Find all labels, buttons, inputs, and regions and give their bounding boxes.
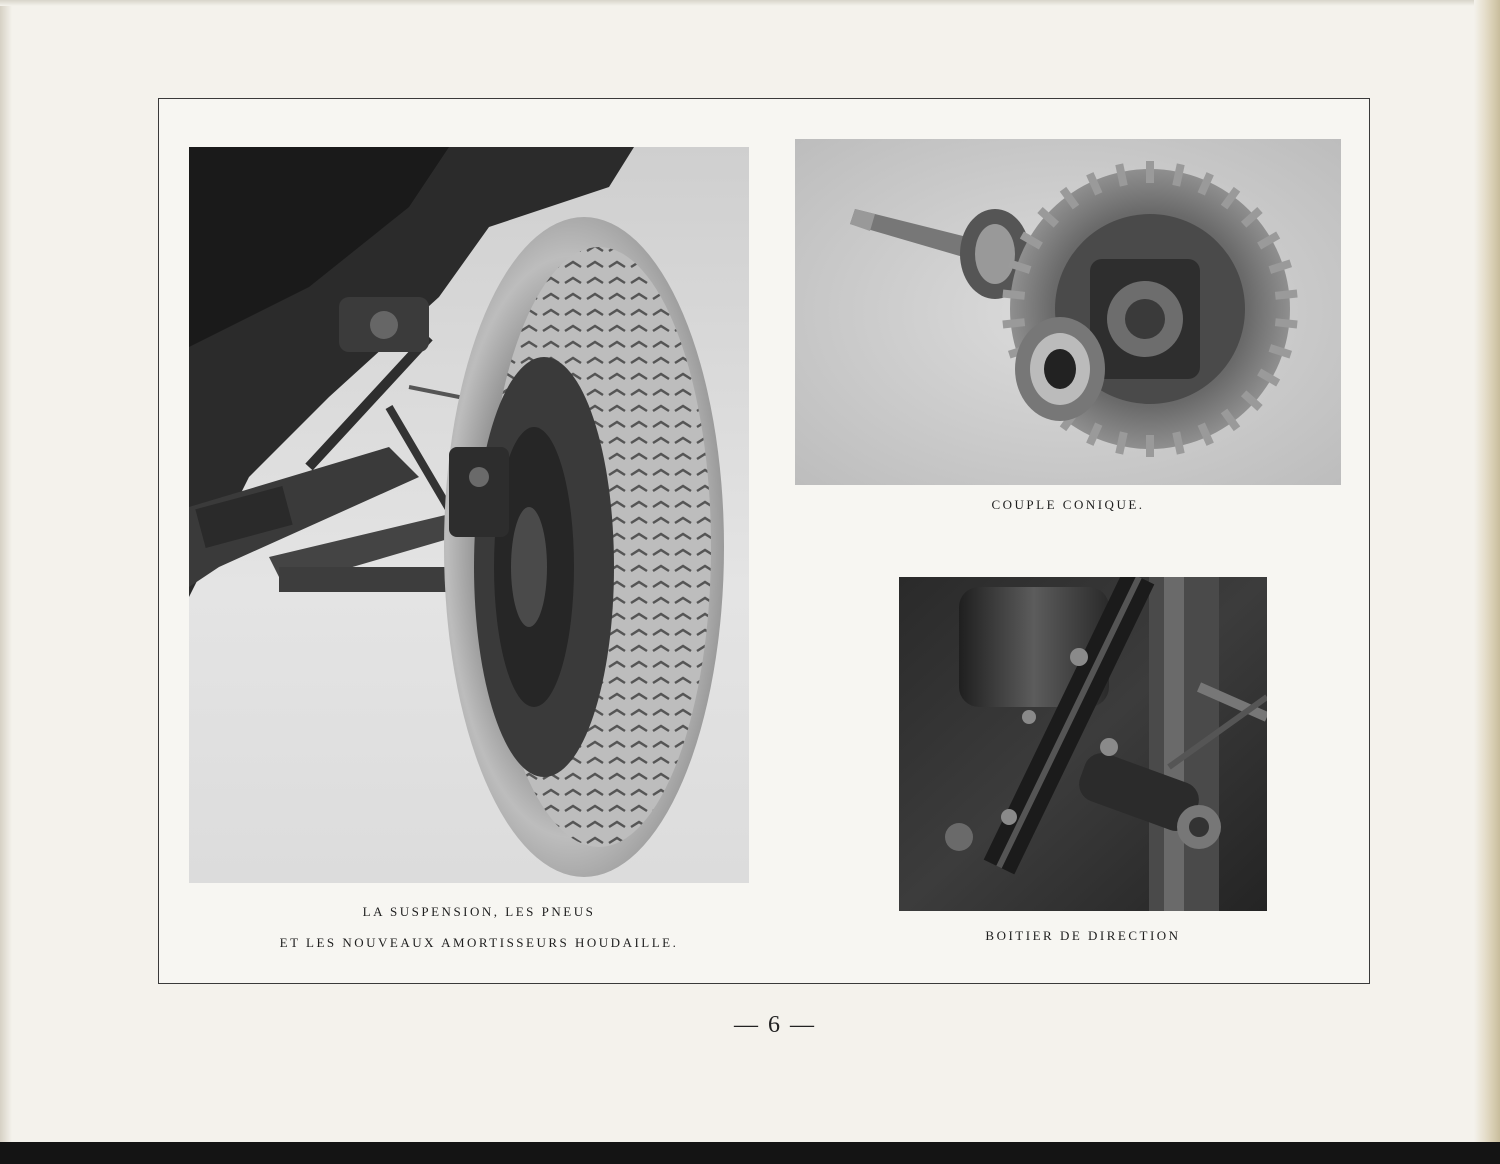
steering-box-photo xyxy=(899,577,1267,911)
photo-frame xyxy=(158,98,1370,984)
page-bottom-band xyxy=(0,1142,1500,1164)
steering-box-caption: BOITIER DE DIRECTION xyxy=(985,928,1181,943)
page-top-edge xyxy=(0,0,1500,6)
bevel-gear-caption: COUPLE CONIQUE. xyxy=(991,497,1145,512)
page-number: — 6 — xyxy=(734,1012,816,1038)
bevel-gear-photo xyxy=(795,139,1341,485)
page-right-edge xyxy=(1474,0,1500,1142)
page-left-edge xyxy=(0,0,12,1142)
suspension-caption-line2: ET LES NOUVEAUX AMORTISSEURS HOUDAILLE. xyxy=(279,935,679,950)
suspension-photo xyxy=(189,147,749,883)
suspension-caption-line1: LA SUSPENSION, LES PNEUS xyxy=(362,904,596,919)
